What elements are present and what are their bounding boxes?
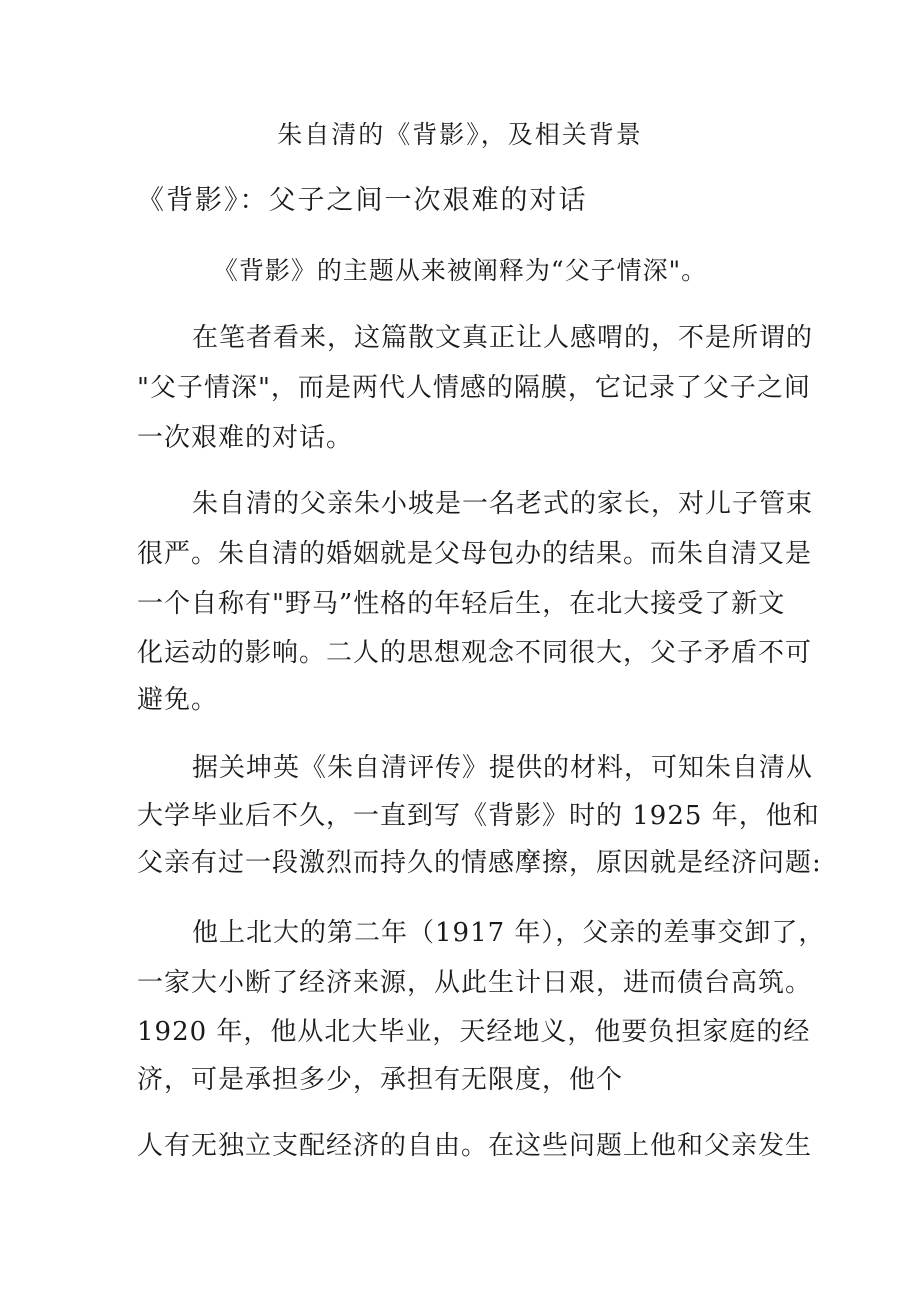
paragraph-line: 一个自称有"野马”性格的年轻后生，在北大接受了新文 xyxy=(137,589,786,619)
paragraph-line: 一家大小断了经济来源，从此生计日艰，进而债台高筑。 xyxy=(137,968,813,998)
paragraph-line: 据关坤英《朱自清评传》提供的材料，可知朱自清从 xyxy=(192,753,814,783)
section-heading: 《背影》：父子之间一次艰难的对话 xyxy=(137,185,588,216)
paragraph-line: 他上北大的第二年（1917 年），父亲的差事交卸了， xyxy=(192,918,826,948)
paragraph-line: 朱自清的父亲朱小坡是一名老式的家长，对儿子管束 xyxy=(192,489,814,519)
paragraph-line: "父子情深"，而是两代人情感的隔膜，它记录了父子之间 xyxy=(137,373,811,403)
paragraph-line: 一次艰难的对话。 xyxy=(137,423,354,453)
paragraph-line: 化运动的影响。二人的思想观念不同很大，父子矛盾不可 xyxy=(137,638,813,668)
paragraph-line: 济，可是承担多少，承担有无限度，他个 xyxy=(137,1065,624,1095)
paragraph-line: 父亲有过一段激烈而持久的情感摩擦，原因就是经济问题: xyxy=(137,848,822,878)
paragraph-line: 大学毕业后不久，一直到写《背影》时的 1925 年，他和 xyxy=(137,801,820,831)
paragraph-line: 人有无独立支配经济的自由。在这些问题上他和父亲发生 xyxy=(137,1131,813,1161)
paragraph-line: 避免。 xyxy=(137,685,219,715)
document-title: 朱自清的《背影》，及相关背景 xyxy=(277,120,643,149)
paragraph-line: 很严。朱自清的婚姻就是父母包办的结果。而朱自清又是 xyxy=(137,539,813,569)
paragraph-line: 1920 年，他从北大毕业，天经地义，他要负担家庭的经 xyxy=(137,1017,811,1047)
paragraph-line: 在笔者看来，这篇散文真正让人感喟的，不是所谓的 xyxy=(192,323,814,353)
lead-line: 《背影》的主题从来被阐释为“父子情深"。 xyxy=(212,256,708,285)
